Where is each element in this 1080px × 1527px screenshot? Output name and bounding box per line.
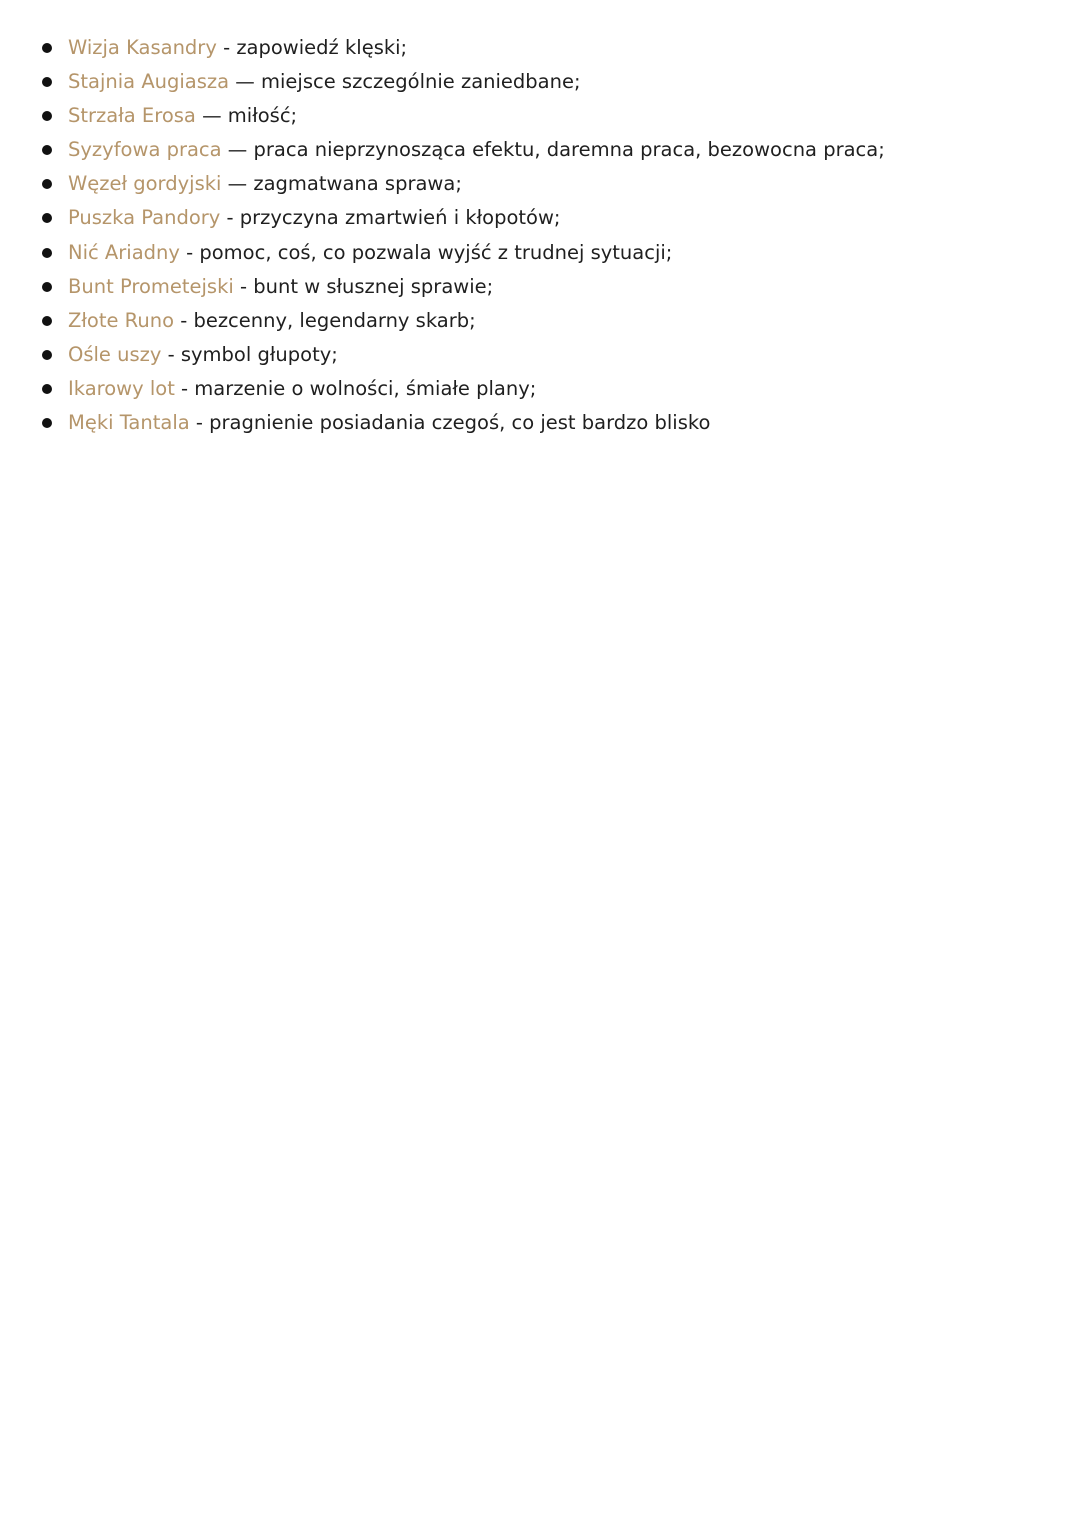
bullet-icon: [42, 43, 52, 53]
list-item: [40, 304, 1040, 338]
separator: -: [174, 376, 195, 400]
bullet-icon: [42, 179, 52, 189]
bullet-icon: [42, 213, 52, 223]
bullet-icon: [42, 350, 52, 360]
separator: —: [229, 70, 262, 94]
idiom-definition: pomoc, coś, co pozwala wyjść z trudnej sytuacji;: [199, 240, 673, 264]
idiom-term: Puszka Pandory: [68, 206, 221, 230]
idiom-term: Bunt Prometejski: [68, 274, 234, 298]
idiom-term: Męki Tantala: [68, 411, 190, 435]
separator: -: [179, 240, 200, 264]
bullet-icon: [42, 145, 52, 155]
bullet-icon: [42, 248, 52, 258]
separator: -: [189, 411, 210, 435]
idiom-definition: zapowiedź klęski;: [236, 36, 408, 59]
idiom-definition: praca nieprzynosząca efektu, daremna praca, bezowocna praca;: [253, 138, 885, 162]
list-item: [40, 338, 1040, 372]
separator: -: [161, 342, 181, 366]
idiom-definition: pragnienie posiadania czegoś, co jest bardzo blisko: [209, 411, 711, 435]
list-item: [40, 201, 1040, 235]
list-item: [40, 133, 1040, 167]
separator: -: [220, 206, 240, 230]
idiom-definition: bezcenny, legendarny skarb;: [193, 308, 476, 332]
idiom-term: Węzeł gordyjski: [68, 172, 222, 196]
idiom-term: Strzała Erosa: [68, 104, 196, 128]
idiom-term: Nić Ariadny: [68, 240, 180, 264]
idiom-term: Złote Runo: [68, 308, 174, 332]
idiom-definition: zagmatwana sprawa;: [253, 172, 462, 196]
bullet-icon: [42, 316, 52, 326]
idiom-definition: miłość;: [227, 104, 298, 128]
list-item: [40, 99, 1040, 133]
idiom-definition: symbol głupoty;: [180, 342, 338, 366]
idiom-term: Stajnia Augiasza: [68, 70, 230, 94]
idiom-term: Ośle uszy: [68, 342, 162, 366]
separator: —: [221, 138, 254, 162]
idiom-term: Syzyfowa praca: [68, 138, 222, 162]
idiom-term: Wizja Kasandry: [68, 36, 217, 59]
idiom-definition: marzenie o wolności, śmiałe plany;: [194, 376, 537, 400]
bullet-icon: [42, 77, 52, 87]
separator: -: [233, 274, 254, 298]
idiom-definition: bunt w słusznej sprawie;: [253, 274, 494, 298]
idiom-definition: przyczyna zmartwień i kłopotów;: [239, 206, 561, 230]
separator: —: [221, 172, 254, 196]
idiom-list: [40, 31, 1040, 440]
bullet-icon: [42, 111, 52, 121]
list-item: [40, 167, 1040, 201]
separator: -: [174, 308, 194, 332]
separator: —: [195, 104, 228, 128]
idiom-term: Ikarowy lot: [68, 376, 175, 400]
list-item: [40, 236, 1040, 270]
list-item: [40, 65, 1040, 99]
idiom-definition: miejsce szczególnie zaniedbane;: [261, 70, 581, 94]
list-item: [40, 31, 1040, 65]
list-item: [40, 372, 1040, 406]
bullet-icon: [42, 384, 52, 394]
bullet-icon: [42, 418, 52, 428]
list-item: [40, 406, 1040, 440]
list-item: [40, 270, 1040, 304]
separator: -: [216, 36, 237, 59]
bullet-icon: [42, 282, 52, 292]
